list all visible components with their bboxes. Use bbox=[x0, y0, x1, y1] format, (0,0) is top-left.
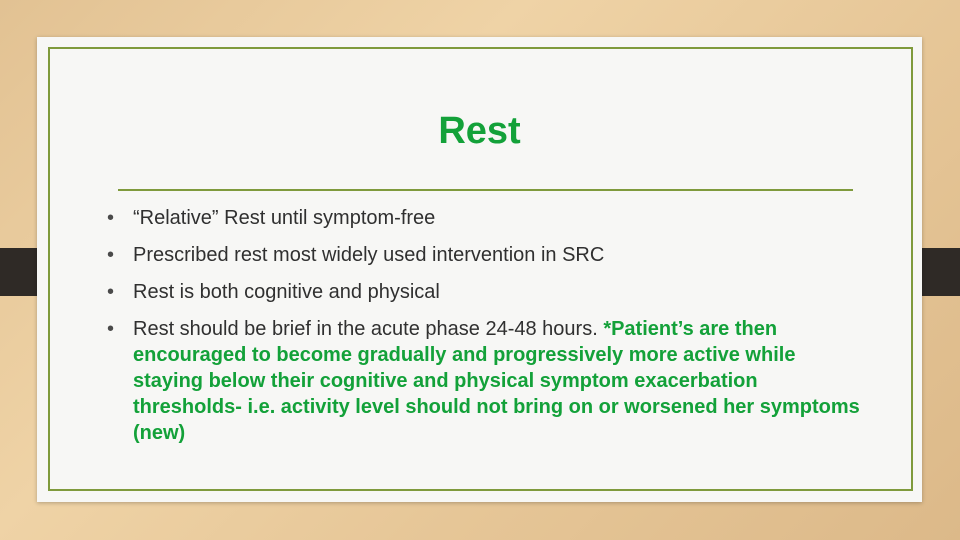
bullet-emphasis-text: *Patient’s are then encouraged to become gradually and progressively more active while staying below their cognitive and physical symptom exacerbation thresholds- i.e. activity level should not bring on or worsened her symptoms (new) bbox=[133, 318, 860, 444]
bullet-item bbox=[107, 242, 867, 268]
bullet-text: Rest is both cognitive and physical bbox=[133, 281, 440, 303]
bullet-dot-icon: • bbox=[107, 281, 115, 303]
bullet-dot-icon: • bbox=[107, 244, 115, 266]
bullet-dot-icon: • bbox=[107, 318, 115, 340]
bullet-item bbox=[107, 316, 867, 446]
bullet-list bbox=[107, 205, 867, 457]
left-edge-tab bbox=[0, 248, 40, 296]
bullet-text: Prescribed rest most widely used intervention in SRC bbox=[133, 244, 605, 266]
slide-card bbox=[37, 37, 922, 502]
bullet-item bbox=[107, 205, 867, 231]
title-divider bbox=[118, 189, 853, 191]
bullet-text: Rest should be brief in the acute phase 24-48 hours. bbox=[133, 318, 604, 340]
slide-title: Rest bbox=[438, 110, 521, 152]
bullet-item bbox=[107, 279, 867, 305]
bullet-text: “Relative” Rest until symptom-free bbox=[133, 207, 436, 229]
bullet-dot-icon: • bbox=[107, 207, 115, 229]
